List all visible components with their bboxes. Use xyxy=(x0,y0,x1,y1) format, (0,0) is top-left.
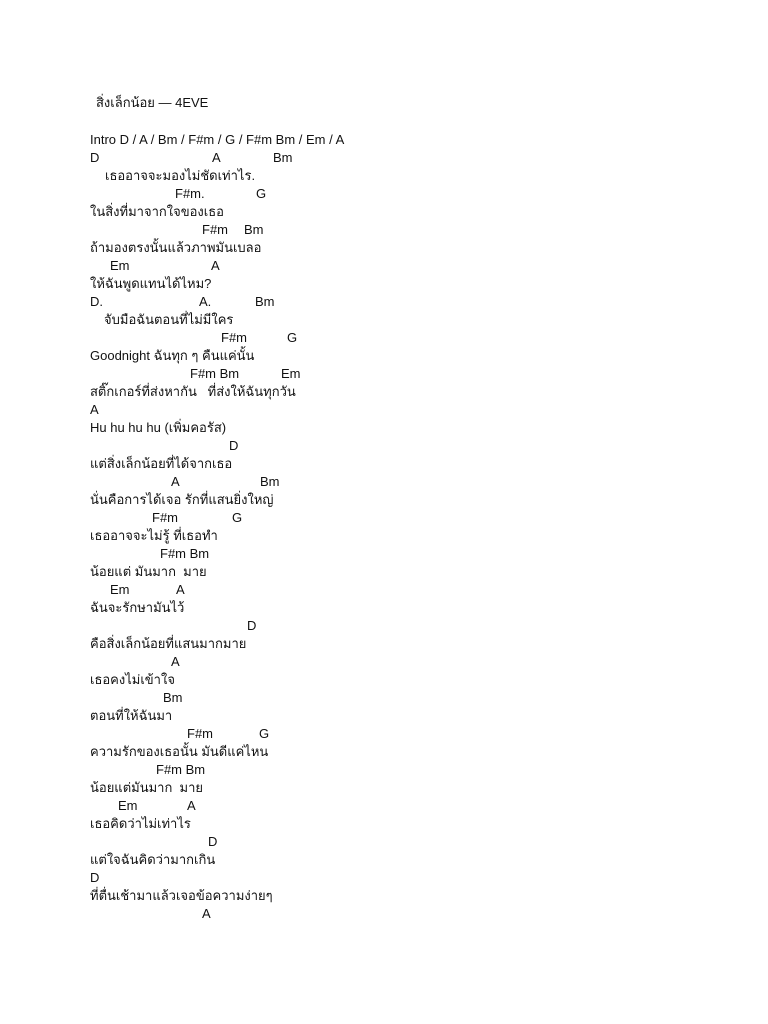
chord-label: D xyxy=(229,438,239,453)
chord-label: A xyxy=(171,654,180,669)
chord-label: F#m. xyxy=(175,186,205,201)
lyric-line: เธอคงไม่เข้าใจ xyxy=(90,672,175,687)
lyric-line: เธออาจจะไม่รู้ ที่เธอทำ xyxy=(90,528,218,543)
lyric-line: แต่ใจฉันคิดว่ามากเกิน xyxy=(90,852,216,867)
lyric-line: น้อยแต่ มันมาก มาย xyxy=(90,564,207,579)
chord-label: Bm xyxy=(255,294,275,309)
lyric-line: Goodnight ฉันทุก ๆ คืนแค่นั้น xyxy=(90,348,255,363)
lyric-line: นั่นคือการได้เจอ รักที่แสนยิ่งใหญ่ xyxy=(90,492,274,507)
chord-label: Em xyxy=(118,798,138,813)
chord-label: F#m Bm xyxy=(160,546,210,561)
chord-label: A xyxy=(90,402,99,417)
lyric-line: ให้ฉันพูดแทนได้ไหม? xyxy=(90,276,212,291)
lyric-line: แต่สิ่งเล็กน้อยที่ได้จากเธอ xyxy=(90,456,233,471)
lyric-line: น้อยแต่มันมาก มาย xyxy=(90,780,204,795)
lyric-line: จับมือฉันตอนที่ไม่มีใคร xyxy=(104,312,234,327)
chord-label: G xyxy=(259,726,270,741)
lyric-line: Hu hu hu hu (เพิ่มคอรัส) xyxy=(90,420,227,435)
chord-label: A xyxy=(202,906,211,921)
chord-label: G xyxy=(232,510,243,525)
lyric-line: ตอนที่ให้ฉันมา xyxy=(90,708,173,723)
chord-label: D. xyxy=(90,294,103,309)
chord-label: F#m xyxy=(221,330,247,345)
chord-label: A xyxy=(211,258,220,273)
chord-label: A. xyxy=(199,294,212,309)
chord-label: A xyxy=(187,798,196,813)
lyric-line: คือสิ่งเล็กน้อยที่แสนมากมาย xyxy=(90,636,247,651)
chord-label: A xyxy=(176,582,185,597)
chord-label: G xyxy=(287,330,298,345)
lyric-line: ที่ตื่นเช้ามาแล้วเจอข้อความง่ายๆ xyxy=(90,888,273,903)
chord-label: Bm xyxy=(260,474,280,489)
chord-label: Bm xyxy=(273,150,293,165)
lyric-line: ถ้ามองตรงนั้นแล้วภาพมันเบลอ xyxy=(90,240,262,255)
chord-label: F#m xyxy=(152,510,178,525)
chord-label: Bm xyxy=(244,222,264,237)
chord-label: F#m xyxy=(202,222,228,237)
chord-label: Em xyxy=(110,258,130,273)
chord-label: A xyxy=(171,474,180,489)
lyric-line: ความรักของเธอนั้น มันดีแค่ไหน xyxy=(90,744,269,759)
chord-label: Em xyxy=(110,582,130,597)
chord-label: Bm xyxy=(163,690,183,705)
lyric-line: สติ๊กเกอร์ที่ส่งหากัน ที่ส่งให้ฉันทุกวัน xyxy=(90,384,296,399)
song-title: สิ่งเล็กน้อย — 4EVE xyxy=(96,95,209,110)
chord-label: F#m xyxy=(187,726,213,741)
chord-label: Em xyxy=(281,366,301,381)
chord-label: D xyxy=(90,870,100,885)
chord-label: A xyxy=(212,150,221,165)
chord-label: D xyxy=(90,150,100,165)
chord-label: G xyxy=(256,186,267,201)
lyric-line: เธออาจจะมองไม่ชัดเท่าไร. xyxy=(105,168,256,183)
chord-label: F#m Bm xyxy=(190,366,240,381)
lyric-line: เธอคิดว่าไม่เท่าไร xyxy=(90,816,191,831)
lyric-line: ในสิ่งที่มาจากใจของเธอ xyxy=(90,204,224,219)
chord-label: F#m Bm xyxy=(156,762,206,777)
chord-label: D xyxy=(247,618,257,633)
chord-label: D xyxy=(208,834,218,849)
intro-line: Intro D / A / Bm / F#m / G / F#m Bm / Em / A xyxy=(90,132,345,147)
lyric-line: ฉันจะรักษามันไว้ xyxy=(90,600,185,615)
